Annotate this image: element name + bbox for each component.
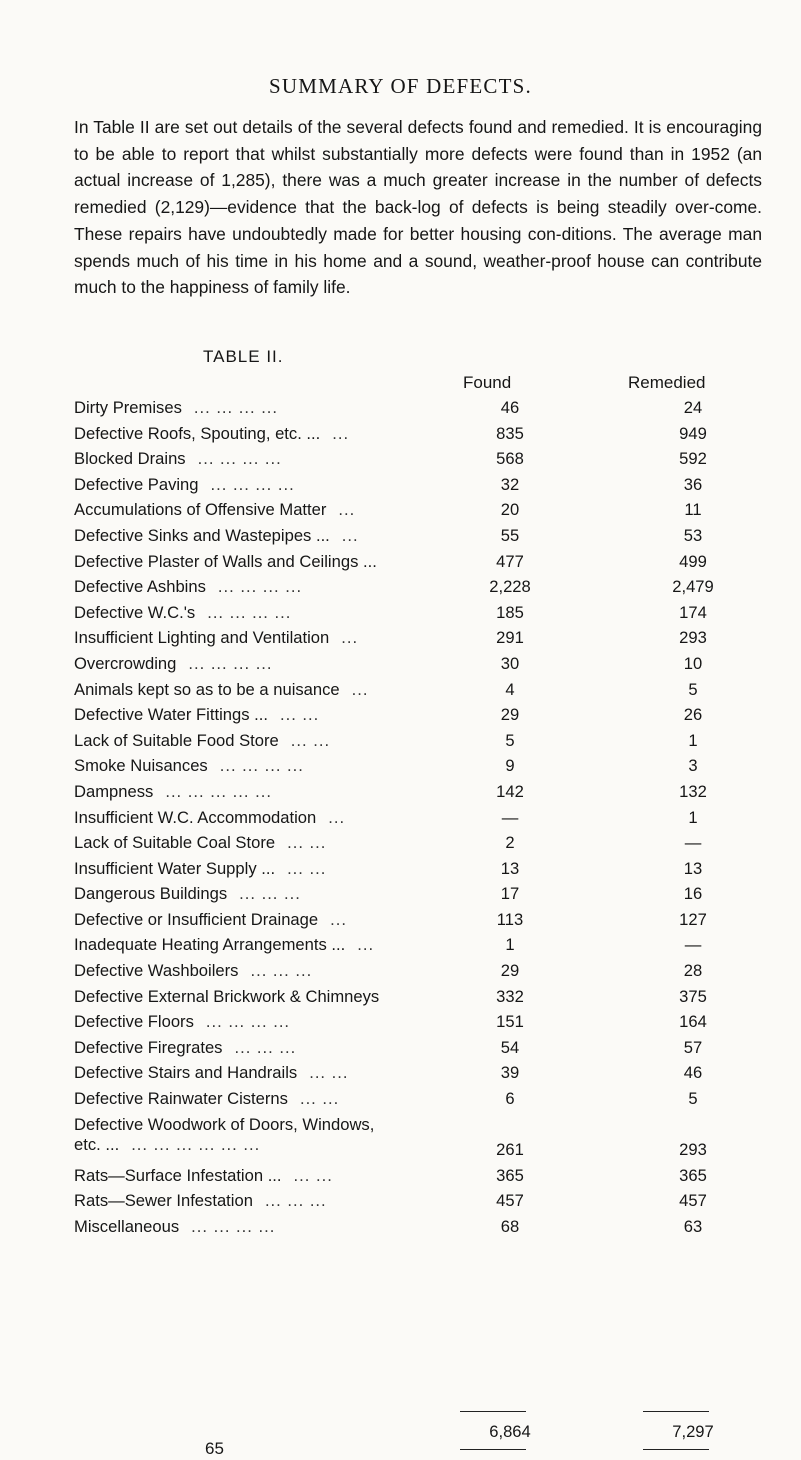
found-value: 568 xyxy=(496,449,524,469)
remedied-value: 1 xyxy=(688,730,698,750)
row-label xyxy=(74,859,326,879)
column-header-remedied: Remedied xyxy=(628,373,706,392)
leader-dots: ... ... xyxy=(293,1165,333,1185)
leader-dots: ... ... ... ... xyxy=(193,398,279,417)
leader-dots: ... ... ... ... xyxy=(210,474,295,494)
found-value: 835 xyxy=(496,423,524,443)
table-row xyxy=(74,1217,774,1243)
leader-dots: ... ... ... ... xyxy=(188,653,273,673)
row-label xyxy=(74,475,295,495)
row-label-continuation: etc. ... ... ... ... ... ... ... xyxy=(74,1134,261,1154)
page-heading: SUMMARY OF DEFECTS. xyxy=(269,74,532,98)
remedied-value: 63 xyxy=(683,1217,703,1236)
leader-dots: ... ... xyxy=(287,833,327,853)
leader-dots: ... xyxy=(341,525,359,545)
table-row xyxy=(74,424,774,450)
found-value: 9 xyxy=(505,756,515,776)
remedied-value: 132 xyxy=(679,781,707,801)
found-value: 477 xyxy=(496,551,524,571)
leader-dots: ... ... ... ... xyxy=(217,577,303,597)
row-label-text: Miscellaneous xyxy=(74,1217,180,1236)
found-value: 261 xyxy=(496,1140,524,1160)
table-row xyxy=(74,398,774,424)
total-found: 6,864 xyxy=(489,1422,531,1441)
row-label xyxy=(74,833,326,853)
row-label-text: Defective Ashbins xyxy=(74,577,206,597)
intro-paragraph: In Table II are set out details of the several defects found and remedied. It is encouraging to be able to report that whilst substantially more defects were found than in 1952 (an actual increase of 1,285), there was a much greater increase in the number of defects remedied (2,129)—evidence that the back-log of defects is being steadily over-come. These repairs have undoubtedly made for better housing con-ditions. The average man spends much of his time in his home and a sound, weather-proof house can contribute much to the happiness of family life. xyxy=(74,117,762,298)
row-label-text: Defective Rainwater Cisterns xyxy=(74,1089,288,1109)
row-label-text: Insufficient W.C. Accommodation xyxy=(74,807,317,827)
row-label-text: Dangerous Buildings xyxy=(74,884,228,904)
remedied-value: 10 xyxy=(683,653,703,673)
found-value: 46 xyxy=(500,398,520,417)
leader-dots: ... xyxy=(328,807,346,827)
remedied-value: 592 xyxy=(679,449,707,469)
leader-dots: ... ... ... xyxy=(250,961,313,981)
row-label xyxy=(74,884,301,904)
row-label xyxy=(74,628,358,648)
remedied-value: 949 xyxy=(679,423,707,443)
found-value: 457 xyxy=(496,1191,524,1211)
remedied-value: 164 xyxy=(679,1012,707,1032)
row-label-text: Dampness xyxy=(74,781,154,801)
row-label-text: Inadequate Heating Arrangements ... xyxy=(74,935,346,955)
table-row xyxy=(74,833,774,859)
remedied-value: 46 xyxy=(683,1063,703,1083)
row-label xyxy=(74,577,302,597)
remedied-value: 57 xyxy=(683,1037,703,1057)
remedied-value: 3 xyxy=(688,756,698,776)
row-label xyxy=(74,935,374,955)
leader-dots: ... xyxy=(330,909,347,929)
row-label-text: Defective External Brickwork & Chimneys xyxy=(74,986,380,1006)
row-label-text: Defective or Insufficient Drainage xyxy=(74,909,319,929)
leader-dots: ... ... ... ... xyxy=(219,756,304,776)
table-row xyxy=(74,1191,774,1217)
remedied-value: 26 xyxy=(683,705,703,725)
remedied-value: 1 xyxy=(688,807,698,827)
defects-table xyxy=(74,398,774,1243)
row-label xyxy=(74,680,369,700)
leader-dots: ... ... xyxy=(287,858,327,878)
remedied-value: 36 xyxy=(683,474,703,494)
row-label xyxy=(74,1191,327,1211)
total-remedied: 7,297 xyxy=(672,1422,714,1441)
remedied-value: — xyxy=(684,833,702,853)
found-value: 142 xyxy=(496,781,524,801)
row-label-text: Defective Floors xyxy=(74,1012,194,1032)
row-label-text: Defective W.C.'s xyxy=(74,602,196,622)
table-row xyxy=(74,1166,774,1192)
row-label xyxy=(74,500,355,520)
found-value: 20 xyxy=(500,500,520,520)
row-label xyxy=(74,1038,296,1058)
row-label xyxy=(74,961,312,981)
row-label-text: Defective Woodwork of Doors, Windows, xyxy=(74,1114,375,1134)
leader-dots: ... xyxy=(351,679,369,699)
leader-dots: ... ... ... ... xyxy=(207,602,292,622)
table-row xyxy=(74,1115,774,1166)
row-label-text: Defective Washboilers xyxy=(74,961,239,981)
found-value: 29 xyxy=(500,705,520,725)
remedied-value: 13 xyxy=(683,858,703,878)
table-row xyxy=(74,756,774,782)
row-label xyxy=(74,782,272,802)
row-label xyxy=(74,654,273,674)
row-label-text: Insufficient Lighting and Ventilation xyxy=(74,628,330,648)
row-label-text: Lack of Suitable Food Store xyxy=(74,730,279,750)
row-label-text: Animals kept so as to be a nuisance xyxy=(74,679,340,699)
row-label-text: Defective Sinks and Wastepipes ... xyxy=(74,525,330,545)
table-row xyxy=(74,705,774,731)
table-row xyxy=(74,859,774,885)
table-row xyxy=(74,449,774,475)
leader-dots: ... ... ... xyxy=(239,884,301,904)
found-value: 13 xyxy=(500,858,520,878)
row-label-text: Blocked Drains xyxy=(74,449,186,469)
row-label xyxy=(74,1012,290,1032)
remedied-value: 28 xyxy=(683,961,703,981)
table-row xyxy=(74,910,774,936)
row-label xyxy=(74,910,347,930)
found-value: 2 xyxy=(505,833,515,853)
row-label-text: Lack of Suitable Coal Store xyxy=(74,833,276,853)
table-row xyxy=(74,1063,774,1089)
row-label-text: Defective Firegrates xyxy=(74,1037,223,1057)
page-number: 65 xyxy=(205,1439,224,1458)
row-label xyxy=(74,398,278,418)
found-value: 1 xyxy=(505,935,515,955)
found-value: 17 xyxy=(500,884,520,904)
leader-dots: ... ... ... ... xyxy=(191,1217,276,1236)
row-label-text: Dirty Premises xyxy=(74,398,182,417)
remedied-value: 53 xyxy=(683,525,703,545)
column-header-found: Found xyxy=(463,373,512,392)
remedied-value: 2,479 xyxy=(672,577,714,597)
total-rule-found-top xyxy=(460,1411,526,1412)
found-value: 2,228 xyxy=(489,577,531,597)
table-row xyxy=(74,526,774,552)
table-row xyxy=(74,552,774,578)
table-row xyxy=(74,1038,774,1064)
row-label xyxy=(74,705,319,725)
remedied-value: 11 xyxy=(684,500,702,520)
row-label-text: Accumulations of Offensive Matter xyxy=(74,500,327,520)
row-label-text: Defective Stairs and Handrails xyxy=(74,1063,298,1083)
row-label xyxy=(74,731,330,751)
leader-dots: ... ... ... ... ... ... xyxy=(131,1134,261,1154)
row-label xyxy=(74,987,379,1007)
remedied-value: 457 xyxy=(679,1191,707,1211)
found-value: 113 xyxy=(496,909,524,929)
row-label-text: Insufficient Water Supply ... xyxy=(74,858,276,878)
table-row xyxy=(74,654,774,680)
table-row xyxy=(74,1089,774,1115)
remedied-value: 5 xyxy=(688,679,698,699)
row-label-text: Smoke Nuisances xyxy=(74,756,208,776)
found-value: 151 xyxy=(496,1012,524,1032)
remedied-value: 5 xyxy=(688,1089,698,1109)
remedied-value: 375 xyxy=(679,986,707,1006)
leader-dots: ... xyxy=(357,935,375,955)
table-row xyxy=(74,987,774,1013)
row-label xyxy=(74,1115,374,1155)
found-value: 32 xyxy=(500,474,520,494)
leader-dots: ... xyxy=(341,628,359,648)
found-value: 185 xyxy=(496,602,524,622)
remedied-value: 293 xyxy=(679,1140,707,1160)
table-row xyxy=(74,884,774,910)
leader-dots: ... ... ... xyxy=(234,1037,297,1057)
table-row xyxy=(74,935,774,961)
table-row xyxy=(74,577,774,603)
found-value: 55 xyxy=(500,525,520,545)
row-label-text: Defective Plaster of Walls and Ceilings ... xyxy=(74,551,377,571)
remedied-value: — xyxy=(684,935,702,955)
table-row xyxy=(74,628,774,654)
remedied-value: 293 xyxy=(679,628,707,648)
leader-dots: ... ... xyxy=(290,730,331,750)
row-label-text: Rats—Surface Infestation ... xyxy=(74,1165,282,1185)
row-label xyxy=(74,1166,333,1186)
found-value: 29 xyxy=(500,961,520,981)
row-label xyxy=(74,1063,348,1083)
remedied-value: 127 xyxy=(679,909,707,929)
leader-dots: ... ... ... ... ... xyxy=(165,781,272,801)
row-label xyxy=(74,424,349,444)
leader-dots: ... ... ... xyxy=(264,1191,327,1211)
total-rule-remedied-bottom xyxy=(643,1449,709,1450)
table-row xyxy=(74,782,774,808)
table-row xyxy=(74,500,774,526)
found-value: 68 xyxy=(500,1217,520,1236)
leader-dots: ... xyxy=(332,423,350,443)
remedied-value: 16 xyxy=(683,884,703,904)
remedied-value: 24 xyxy=(683,398,703,417)
found-value: 365 xyxy=(496,1165,524,1185)
found-value: — xyxy=(501,807,519,827)
row-label-text: Overcrowding xyxy=(74,653,177,673)
found-value: 5 xyxy=(505,730,515,750)
found-value: 291 xyxy=(496,628,524,648)
row-label xyxy=(74,552,377,572)
row-label-text: Rats—Sewer Infestation xyxy=(74,1191,253,1211)
total-rule-remedied-top xyxy=(643,1411,709,1412)
leader-dots: ... xyxy=(338,500,356,520)
row-label-text: Defective Roofs, Spouting, etc. ... xyxy=(74,423,321,443)
leader-dots: ... ... xyxy=(299,1089,340,1109)
table-row xyxy=(74,475,774,501)
table-row xyxy=(74,808,774,834)
row-label xyxy=(74,449,282,469)
table-row xyxy=(74,1012,774,1038)
remedied-value: 365 xyxy=(679,1165,707,1185)
row-label-text: Defective Water Fittings ... xyxy=(74,705,268,725)
remedied-value: 499 xyxy=(679,551,707,571)
found-value: 6 xyxy=(505,1089,515,1109)
leader-dots: ... ... xyxy=(309,1063,349,1083)
table-row xyxy=(74,961,774,987)
row-label xyxy=(74,603,291,623)
table-row xyxy=(74,731,774,757)
leader-dots: ... ... xyxy=(279,705,320,725)
leader-dots: ... ... ... ... xyxy=(205,1012,291,1032)
table-row xyxy=(74,680,774,706)
row-label xyxy=(74,1089,339,1109)
found-value: 54 xyxy=(500,1037,520,1057)
found-value: 332 xyxy=(496,986,524,1006)
row-label xyxy=(74,756,304,776)
leader-dots: ... ... ... ... xyxy=(197,449,282,469)
table-title: TABLE II. xyxy=(203,347,284,366)
total-rule-found-bottom xyxy=(460,1449,526,1450)
row-label xyxy=(74,1217,275,1237)
row-label xyxy=(74,808,345,828)
table-row xyxy=(74,603,774,629)
row-label xyxy=(74,526,359,546)
row-label-text: Defective Paving xyxy=(74,474,199,494)
found-value: 39 xyxy=(500,1063,520,1083)
found-value: 30 xyxy=(500,653,520,673)
found-value: 4 xyxy=(505,679,515,699)
remedied-value: 174 xyxy=(679,602,707,622)
